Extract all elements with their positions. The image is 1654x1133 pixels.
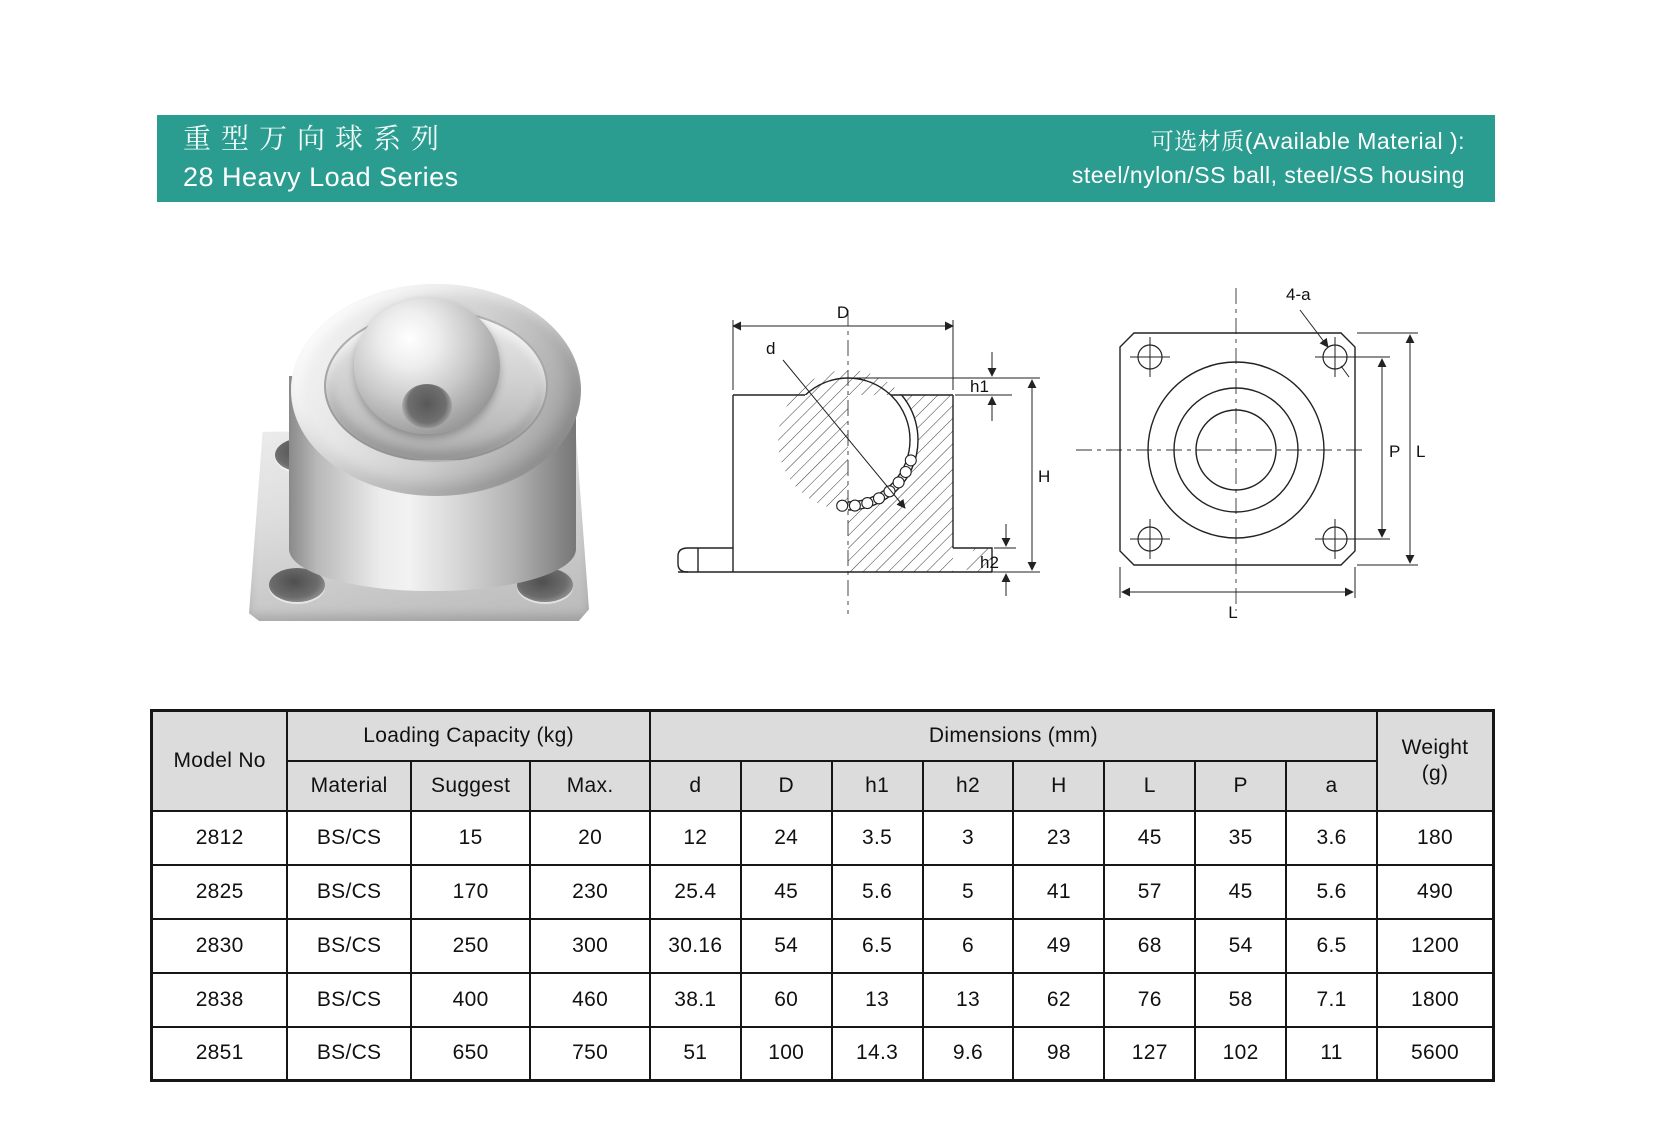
col-group-loading-capacity: Loading Capacity (kg) — [287, 711, 650, 761]
cell-h2: 6 — [923, 919, 1014, 973]
svg-text:H: H — [1038, 467, 1051, 486]
spec-table-container — [150, 709, 1495, 1082]
available-material — [1072, 124, 1465, 192]
svg-text:L: L — [1416, 442, 1426, 461]
cell-weight: 1800 — [1377, 973, 1494, 1027]
cell-D: 45 — [741, 865, 832, 919]
cell-a: 3.6 — [1286, 811, 1377, 865]
cell-max: 230 — [530, 865, 649, 919]
available-material-label: 可选材质(Available Material ): — [1150, 128, 1465, 154]
cell-weight: 490 — [1377, 865, 1494, 919]
series-banner — [157, 115, 1495, 202]
cell-L: 57 — [1104, 865, 1195, 919]
cell-d: 38.1 — [650, 973, 741, 1027]
cell-P: 45 — [1195, 865, 1286, 919]
svg-text:h1: h1 — [970, 377, 989, 396]
cell-H: 49 — [1013, 919, 1104, 973]
cell-h2: 9.6 — [923, 1027, 1014, 1081]
header-row-groups — [152, 711, 1494, 761]
series-title-english: 28 Heavy Load Series — [183, 162, 459, 192]
svg-text:4-a: 4-a — [1286, 285, 1311, 304]
cell-D: 54 — [741, 919, 832, 973]
cell-model: 2830 — [152, 919, 288, 973]
cell-model: 2812 — [152, 811, 288, 865]
series-titles — [183, 121, 459, 195]
cell-D: 24 — [741, 811, 832, 865]
cell-L: 127 — [1104, 1027, 1195, 1081]
cell-material: BS/CS — [287, 865, 411, 919]
cell-h2: 3 — [923, 811, 1014, 865]
available-material-value: steel/nylon/SS ball, steel/SS housing — [1071, 162, 1465, 188]
col-header-material: Material — [287, 761, 411, 811]
bolt-holes — [1130, 337, 1355, 559]
cell-h1: 6.5 — [832, 919, 923, 973]
col-header-h2: h2 — [923, 761, 1014, 811]
cell-suggest: 170 — [411, 865, 530, 919]
cell-h1: 13 — [832, 973, 923, 1027]
cell-h1: 14.3 — [832, 1027, 923, 1081]
col-header-weight — [1377, 711, 1494, 811]
col-header-P: P — [1195, 761, 1286, 811]
cell-suggest: 250 — [411, 919, 530, 973]
cell-d: 51 — [650, 1027, 741, 1081]
col-header-model-no: Model No — [152, 711, 288, 811]
cell-H: 23 — [1013, 811, 1104, 865]
col-header-d: d — [650, 761, 741, 811]
col-header-H: H — [1013, 761, 1104, 811]
dimension-h2 — [980, 524, 1016, 596]
dimension-L-bottom — [1120, 567, 1355, 622]
cell-D: 60 — [741, 973, 832, 1027]
col-header-max: Max. — [530, 761, 649, 811]
table-row — [152, 1027, 1494, 1081]
photo-ball — [354, 298, 500, 434]
dimension-H — [992, 380, 1050, 572]
cell-a: 7.1 — [1286, 973, 1377, 1027]
cell-H: 98 — [1013, 1027, 1104, 1081]
cell-a: 11 — [1286, 1027, 1377, 1081]
col-header-suggest: Suggest — [411, 761, 530, 811]
cell-material: BS/CS — [287, 811, 411, 865]
series-title-chinese: 重型万向球系列 — [183, 124, 450, 155]
dimension-4a — [1286, 285, 1349, 377]
product-photo — [206, 246, 646, 642]
section-hatched-housing — [778, 370, 953, 572]
cross-section-drawing — [658, 280, 1053, 620]
dimension-P — [1349, 357, 1400, 539]
cell-P: 58 — [1195, 973, 1286, 1027]
cell-model: 2825 — [152, 865, 288, 919]
table-row — [152, 973, 1494, 1027]
cell-weight: 5600 — [1377, 1027, 1494, 1081]
cell-D: 100 — [741, 1027, 832, 1081]
weight-label: Weight — [1401, 735, 1469, 759]
flange-tab-left — [678, 548, 733, 572]
cell-h1: 3.5 — [832, 811, 923, 865]
cell-material: BS/CS — [287, 1027, 411, 1081]
cell-L: 68 — [1104, 919, 1195, 973]
cell-h2: 13 — [923, 973, 1014, 1027]
cell-h2: 5 — [923, 865, 1014, 919]
cell-L: 45 — [1104, 811, 1195, 865]
table-row — [152, 811, 1494, 865]
cell-h1: 5.6 — [832, 865, 923, 919]
col-header-D: D — [741, 761, 832, 811]
svg-text:d: d — [766, 339, 776, 358]
cell-d: 30.16 — [650, 919, 741, 973]
col-header-a: a — [1286, 761, 1377, 811]
col-header-L: L — [1104, 761, 1195, 811]
cell-max: 460 — [530, 973, 649, 1027]
cell-weight: 1200 — [1377, 919, 1494, 973]
top-view-drawing — [1048, 266, 1428, 623]
col-group-dimensions: Dimensions (mm) — [650, 711, 1377, 761]
cell-model: 2851 — [152, 1027, 288, 1081]
svg-text:P: P — [1389, 442, 1401, 461]
cell-suggest: 15 — [411, 811, 530, 865]
cell-suggest: 650 — [411, 1027, 530, 1081]
cell-L: 76 — [1104, 973, 1195, 1027]
cell-P: 54 — [1195, 919, 1286, 973]
cell-d: 12 — [650, 811, 741, 865]
table-row — [152, 919, 1494, 973]
cell-model: 2838 — [152, 973, 288, 1027]
cell-max: 750 — [530, 1027, 649, 1081]
cell-a: 5.6 — [1286, 865, 1377, 919]
svg-text:L: L — [1228, 603, 1238, 622]
cell-H: 41 — [1013, 865, 1104, 919]
weight-unit: (g) — [1421, 761, 1449, 785]
cell-weight: 180 — [1377, 811, 1494, 865]
table-row — [152, 865, 1494, 919]
cell-P: 35 — [1195, 811, 1286, 865]
cell-H: 62 — [1013, 973, 1104, 1027]
col-header-h1: h1 — [832, 761, 923, 811]
cell-P: 102 — [1195, 1027, 1286, 1081]
spec-table — [150, 709, 1495, 1082]
photo-ball-reflection — [402, 384, 452, 428]
cell-d: 25.4 — [650, 865, 741, 919]
cell-suggest: 400 — [411, 973, 530, 1027]
cell-max: 300 — [530, 919, 649, 973]
svg-text:h2: h2 — [980, 553, 999, 572]
svg-text:D: D — [836, 303, 850, 322]
cell-material: BS/CS — [287, 973, 411, 1027]
cell-material: BS/CS — [287, 919, 411, 973]
header-row-sub — [152, 761, 1494, 811]
cell-a: 6.5 — [1286, 919, 1377, 973]
cell-max: 20 — [530, 811, 649, 865]
